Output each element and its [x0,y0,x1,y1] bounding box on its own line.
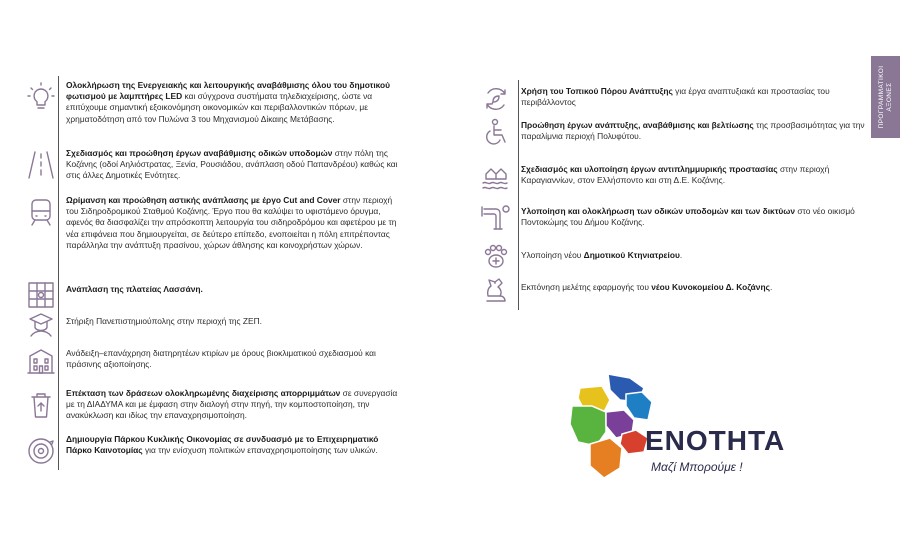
wheelchair-icon [479,116,513,150]
logo-puzzle-piece [590,438,622,478]
logo-puzzle-piece [570,406,606,446]
list-item [479,160,874,194]
item-text: Υλοποίηση νέου Δημοτικού Κτηνιατρείου. [521,250,683,260]
list-item [24,148,404,182]
building-icon [24,344,58,378]
side-tab [871,56,900,138]
circular-economy-icon [24,434,58,468]
item-text: Σχεδιασμός και προώθηση έργων αναβάθμισης οδικών υποδομών στην πόλη της Κοζάνης (οδοί Αηλιόστρατας, Ξενία, Ρουσιάδου, ανάπλαση οδού Παπανδρέου) καθώς και στις άλλες Δημοτικές Ενότητες. [66,148,398,181]
logo-puzzle-piece [620,430,648,454]
item-text: Ανάπλαση της πλατείας Λασσάνη. [66,284,203,294]
item-text: Εκπόνηση μελέτης εφαρμογής του νέου Κυνοκομείου Δ. Κοζάνης. [521,282,773,292]
veterinary-icon [479,240,513,274]
lightbulb-icon [24,80,58,114]
logo-subtitle: Μαζί Μπορούμε ! [651,460,743,474]
side-tab-label: ΠΡΟΓΡΑΜΜΑΤΙΚΟΙ ΑΞΟΝΕΣ [877,65,893,129]
list-item [479,272,874,306]
dog-icon [479,272,513,306]
recycle-bin-icon [24,388,58,422]
item-text: Σχεδιασμός και υλοποίηση έργων αντιπλημμυρικής προστασίας στην περιοχή Καραγιαννίων, στον Ελλήσποντο και στη Δ.Ε. Κοζάνης. [521,164,830,186]
list-item [24,388,404,422]
item-text: Δημιουργία Πάρκου Κυκλικής Οικονομίας σε συνδυασμό με το Επιχειρηματικό Πάρκο Καινοτομίας για την ενίσχυση πολιτικών επαναχρησιμοποίησης των υλικών. [66,434,379,456]
train-icon [24,195,58,229]
list-item [24,195,404,251]
list-item [479,82,874,116]
list-item [24,80,404,125]
item-text: Ολοκλήρωση της Ενεργειακής και λειτουργικής αναβάθμισης όλου του δημοτικού φωτισμού με λαμπτήρες LED και σύγχρονα συστήματα τηλεδιαχείρισης, ώστε να επιτύχουμε σημαντική εξοικονόμηση οικονομικών και περιβαλλοντικών πόρων, με χρηματοδότηση από τον Πυλώνα 3 του Μηχανισμού Δίκαιης Μετάβασης. [66,80,391,124]
list-item [479,116,874,150]
list-item [24,308,404,342]
pipes-icon [479,200,513,234]
item-text: Ωρίμανση και προώθηση αστικής ανάπλασης με έργο Cut and Cover στην περιοχή του Σιδηροδρομικού Σταθμού Κοζάνης. Έργο που θα καλύψει το υφιστάμενο όρυγμα, αφενός θα διασφαλίζει την απρόσκοπτη λειτουργία του σιδηροδρόμου και αφετέρου με τη νέα επιφάνεια που δημιουργείται, σε δεύτερο επίπεδο, ενοποιείται η πόλη επιτρέποντας παράλληλα την ανάπτυξη πρασίνου, χώρων άθλησης και κοινοχρήστων χώρων. [66,195,397,250]
item-text: Προώθηση έργων ανάπτυξης, αναβάθμισης και βελτίωσης της προσβασιμότητας για την παραλίμνια περιοχή Πολυφύτου. [521,120,865,142]
item-text: Ανάδειξη–επανάχρηση διατηρητέων κτιρίων με όρους βιοκλιματικού σχεδιασμού και πράσινης αξιοποίησης. [66,348,376,370]
logo-title: ΕΝΟΤΗΤΑ [645,425,786,456]
list-item [24,278,404,312]
item-text: Επέκταση των δράσεων ολοκληρωμένης διαχείρισης απορριμμάτων σε συνεργασία με τη ΔΙΑΔΥΜΑ και με έμφαση στην διαλογή στην πηγή, την κομποστοποίηση, την ανακύκλωση και ιδίως την επαναχρησιμοποίηση. [66,388,398,421]
list-item [479,200,874,234]
road-icon [24,148,58,182]
list-item [24,344,404,378]
square-plan-icon [24,278,58,312]
item-text: Χρήση του Τοπικού Πόρου Ανάπτυξης για έργα αναπτυξιακά και προστασίας του περιβάλλοντος [521,86,830,108]
item-text: Στήριξη Πανεπιστημιούπολης στην περιοχή της ΖΕΠ. [66,316,262,326]
list-item [24,434,404,468]
flood-protection-icon [479,160,513,194]
development-cycle-icon [479,82,513,116]
list-item [479,240,874,274]
graduate-icon [24,308,58,342]
item-text: Υλοποίηση και ολοκλήρωση των οδικών υποδομών και των δικτύων στο νέο οικισμό Ποντοκώμης του Δήμου Κοζάνης. [521,206,855,228]
